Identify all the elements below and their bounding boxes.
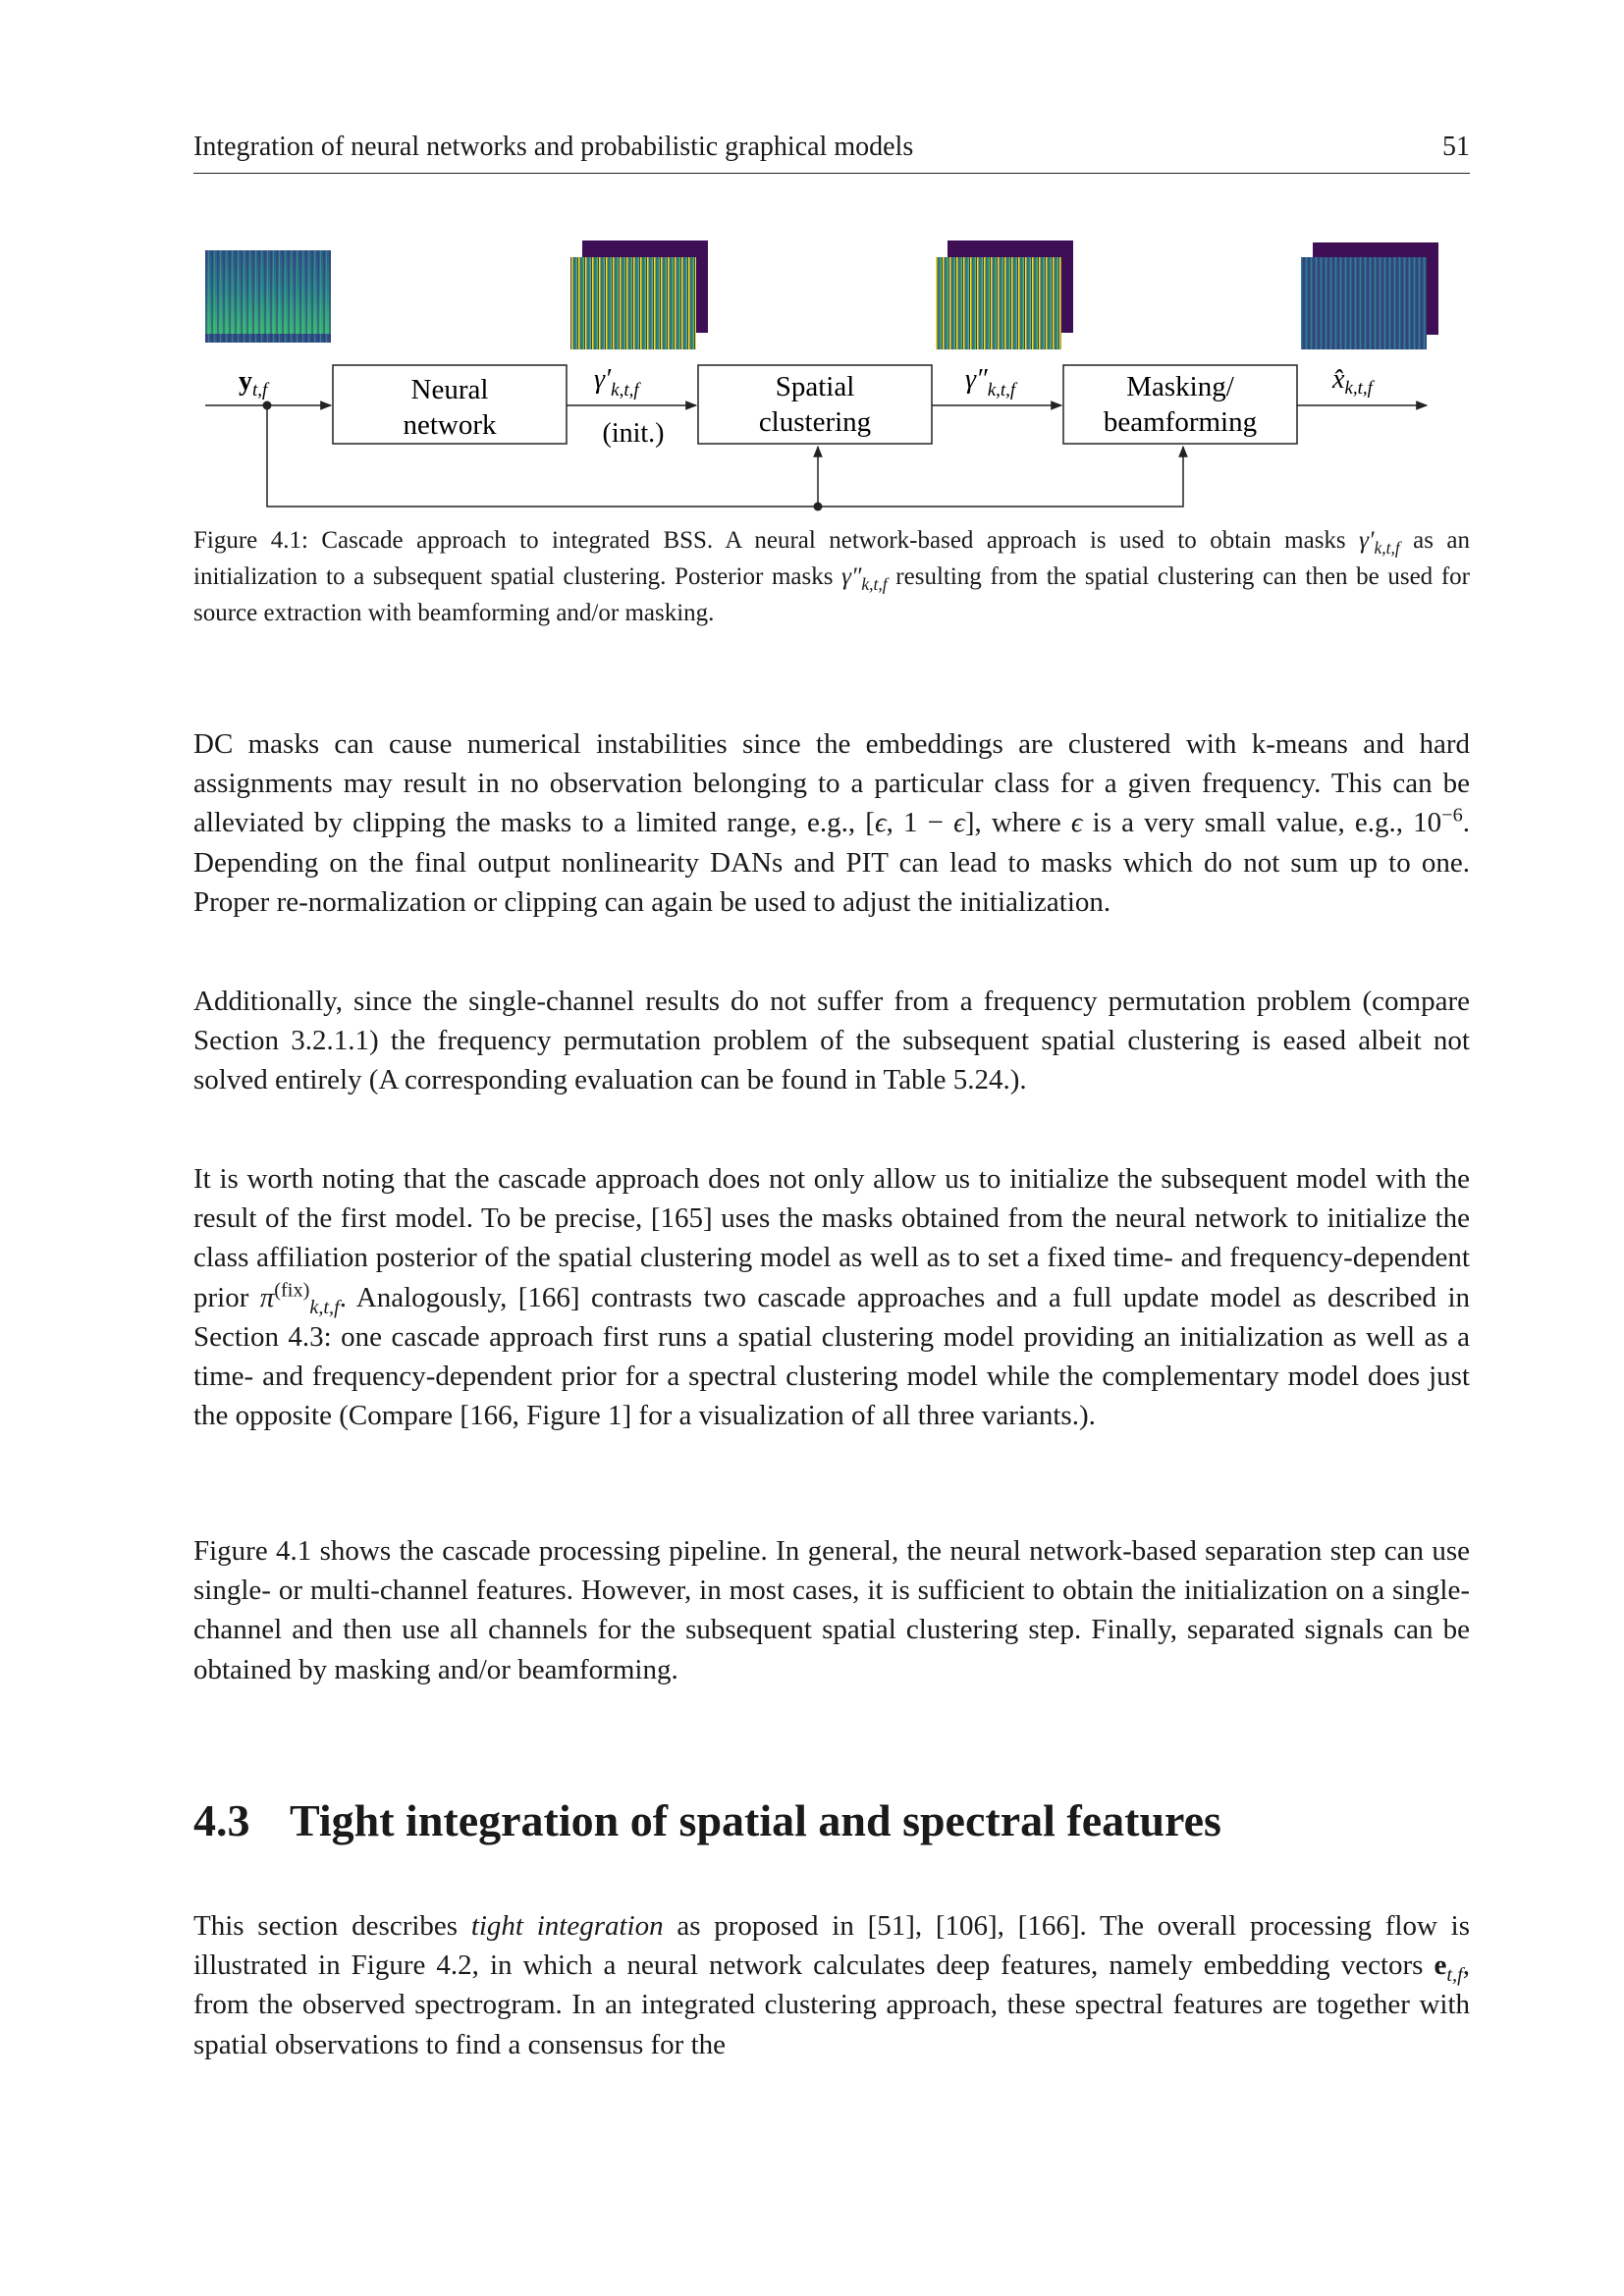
nn-label-line2: network [403, 409, 497, 441]
figure-caption [193, 522, 1470, 631]
output-signal-label: $x̂_{k,t,f}$ [1332, 364, 1373, 399]
section-paragraph: This section describes tight integration as proposed in [51], [106], [166]. The overall processing flow is illustrated in Figure 4.2, in which a neural network calculates deep features, namely embedding vectors $e_{t,f}$, from the observed spectrogram. In an integrated clustering approach, these spectral features are together with spatial observations to find a consensus for the [193, 1910, 1471, 2060]
input-signal-label: $y_{t,f}$ [239, 366, 268, 400]
caption-gamma1: γ′ [1359, 527, 1375, 554]
cascade-diagram-svg [193, 236, 1470, 520]
caption-text-1: Figure 4.1: Cascade approach to integrated BSS. A neural network-based approach is used to obtain masks [193, 527, 1360, 554]
paragraph-3: It is worth noting that the cascade approach does not only allow us to initialize the subsequent model with the result of the first model. To be precise, [165] uses the masks obtained from the neural network to initialize the class affiliation posterior of the spatial clustering model as well as to set a fixed time- and frequency-dependent prior $\pi^{(fix)}_{k,t,f}$. Analogously, [166] contrasts two cascade approaches and a full update model as described in Section 4.3: one cascade approach first runs a spatial clustering model providing an initialization as well as a time- and frequency-dependent prior for a spectral clustering model while the complementary model does just the opposite (Compare [166, Figure 1] for a visualization of all three variants.). [193, 1163, 1470, 1432]
page-number: 51 [1442, 132, 1470, 162]
paragraph-2: Additionally, since the single-channel results do not suffer from a frequency permutation problem (compare Section 3.2.1.1) the frequency permutation problem of the subsequent spatial clustering is eased albeit not solved entirely (A corresponding evaluation can be found in Table 5.24.). [193, 986, 1470, 1096]
section-heading [193, 1794, 1470, 1846]
figure-cascade-diagram [193, 236, 1470, 520]
paragraph-4: Figure 4.1 shows the cascade processing pipeline. In general, the neural network-based separation step can use single- or multi-channel features. However, in most cases, it is sufficient to obtain the initialization on a single-channel and then use all channels for the subsequent spatial clustering step. Finally, separated signals can be obtained by masking and/or beamforming. [193, 1535, 1470, 1685]
sc-label-line1: Spatial [775, 371, 855, 402]
header-title: Integration of neural networks and probabilistic graphical models [193, 132, 914, 162]
paragraph-1: DC masks can cause numerical instabilities since the embeddings are clustered with k-means and hard assignments may result in no observation belonging to a particular class for a given frequency. This can be alleviated by clipping the masks to a limited range, e.g., [ϵ, 1 − ϵ], where ϵ is a very small value, e.g., $10^{-6}$. Depending on the final output nonlinearity DANs and PIT can lead to masks which do not sum up to one. Proper re-normalization or clipping can again be used to adjust the initialization. [193, 728, 1470, 918]
section-title: Tight integration of spatial and spectral features [290, 1795, 1221, 1845]
input-spectrogram-image [205, 250, 331, 343]
caption-gamma1-sub: k,t,f [1374, 538, 1400, 558]
initial-mask-image [570, 240, 708, 349]
mb-label-line2: beamforming [1103, 406, 1258, 438]
sc-label-line2: clustering [758, 406, 872, 438]
mb-label-line1: Masking/ [1126, 371, 1234, 402]
posterior-mask-label: $\gamma''_{k,t,f}$ [965, 364, 1016, 400]
split-dot-bypass [814, 503, 823, 511]
initial-mask-label: $\gamma'_{k,t,f}$ [594, 364, 639, 400]
posterior-mask-image [936, 240, 1073, 349]
section-number: 4.3 [193, 1795, 250, 1845]
caption-text-3: resulting from the spatial clustering can then be used for source extraction with beamforming and/or masking. [193, 563, 1470, 626]
output-spectrogram-image [1301, 242, 1438, 349]
running-header [193, 130, 1470, 174]
nn-label-line1: Neural [410, 374, 489, 405]
init-label: (init.) [602, 418, 665, 449]
caption-gamma2: γ″ [841, 563, 862, 590]
caption-gamma2-sub: k,t,f [861, 574, 888, 594]
caption-text-2: as an initialization to a subsequent spatial clustering. Posterior masks [193, 527, 1470, 590]
